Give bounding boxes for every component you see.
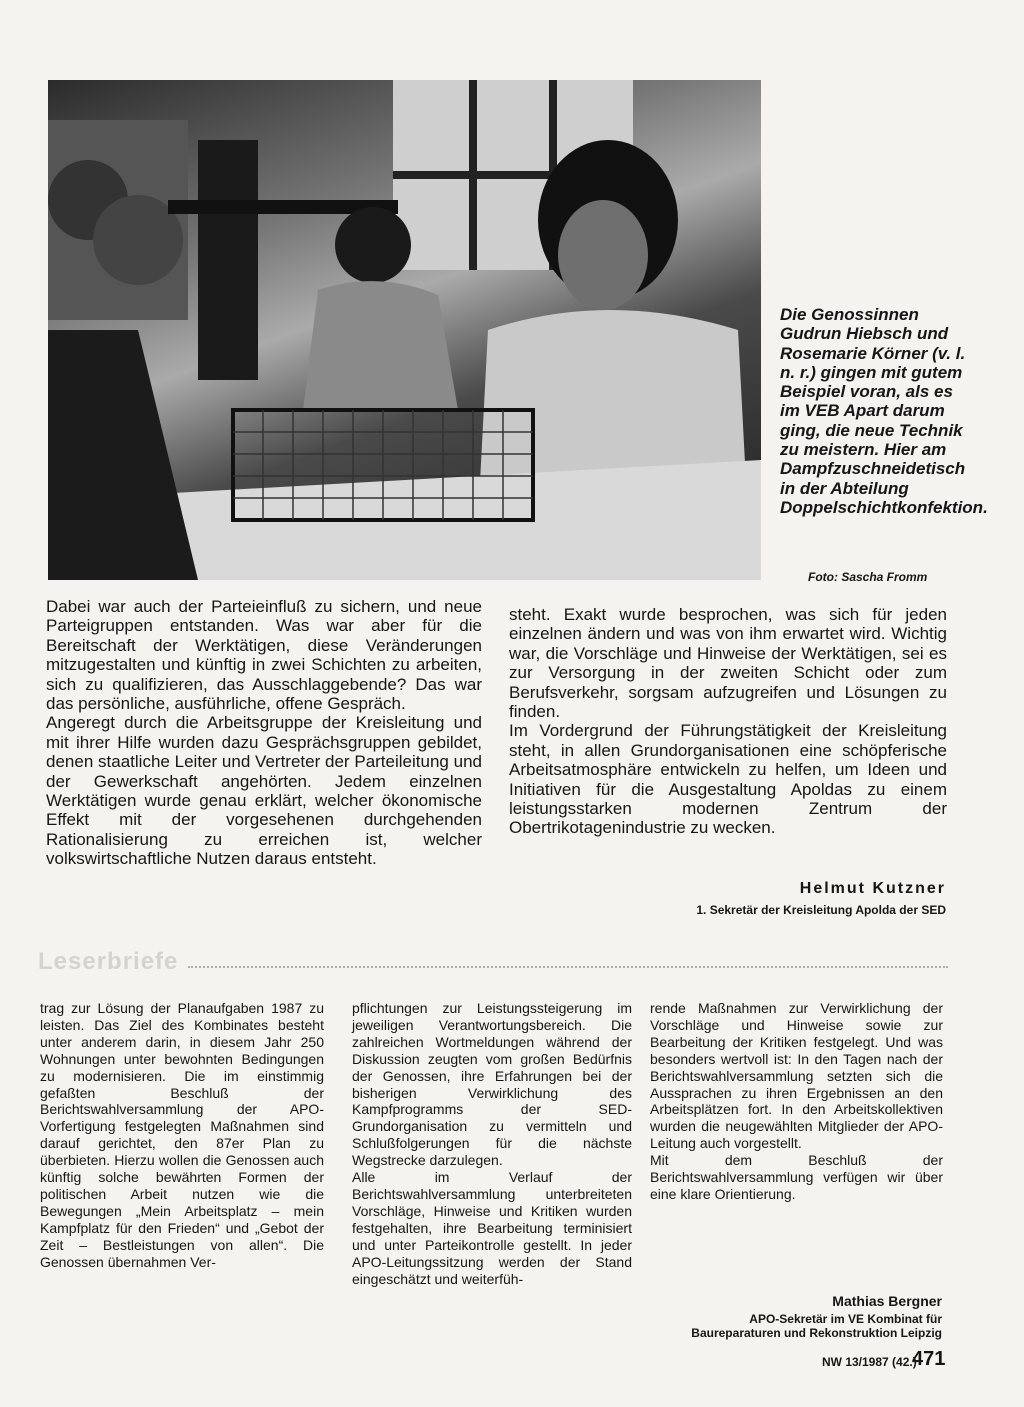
article-author-role: 1. Sekretär der Kreisleitung Apolda der SED [696, 903, 946, 917]
page-number: 471 [912, 1348, 946, 1370]
article-paragraph: Dabei war auch der Parteieinfluß zu sichern, und neue Parteigruppen entstanden. Was war aber für die Bereitschaft der Werktätigen, diese Veränderungen mitzugestalten und künftig in zwei Schichten zu arbeiten, sich zu qualifizieren, das Ausschlaggebende? Das war das persönliche, ausführliche, offene Gespräch. [46, 597, 482, 714]
section-divider [38, 948, 948, 978]
letter-author-role-line: APO-Sekretär im VE Kombinat für [749, 1312, 942, 1326]
letter-paragraph: trag zur Lösung der Planaufgaben 1987 zu leisten. Das Ziel des Kombinates besteht unter anderem darin, in diesem Jahr 250 Wohnungen unter bewohnten Bedingungen zu modernisieren. Die im einstimmig gefaßten Beschluß der Berichtswahlversammlung der APO-Vorfertigung festgelegten Maßnahmen sind darauf gerichtet, den 87er Plan zu überbieten. Hierzu wollen die Genossen auch künftig solche bewährten Formen der politischen Arbeit nutzen wie die Bewegungen „Mein Arbeitsplatz – mein Kampfplatz für den Frieden“ und „Gebot der Zeit – Bestleistungen von allen“. Die Genossen übernahmen Ver- [40, 1000, 324, 1270]
letter-paragraph: Alle im Verlauf der Berichtswahlversammlung unterbreiteten Vorschläge, Hinweise und Kritiken wurden festgehalten, ihre Bearbeitung terminisiert und unter Parteikontrolle gestellt. In jeder APO-Leitungssitzung werden der Stand eingeschätzt und weiterfüh- [352, 1169, 632, 1287]
photo-credit: Foto: Sascha Fromm [808, 570, 928, 584]
letter-paragraph: rende Maßnahmen zur Verwirklichung der Vorschläge und Hinweise sowie zur Bearbeitung der Kritiken festgelegt. Und was besonders wertvoll ist: In den Tagen nach der Berichtswahlversammlung setzten sich die Aussprachen zu ihren Ergebnissen an den Arbeitsplätzen fort. In den Arbeitskollektiven wurden die neugewählten Mitglieder der APO-Leitung auch vorgestellt. [650, 1000, 943, 1152]
woman-back-body [303, 281, 458, 410]
letter-column-3 [650, 1000, 943, 1203]
article-photo [48, 80, 761, 580]
letter-author-role [650, 1312, 942, 1340]
photo-illustration [48, 80, 761, 580]
issue-label: NW 13/1987 (42.) [822, 1355, 917, 1369]
photo-caption: Die Genossinnen Gudrun Hiebsch und Rosemarie Körner (v. l. n. r.) gingen mit gutem Beispiel voran, als es im VEB Apart darum ging, die neue Technik zu meistern. Hier am Dampfzuschneidetisch in der Abteilung Doppelschichtkonfektion. [780, 305, 988, 517]
article-paragraph: Angeregt durch die Arbeitsgruppe der Kreisleitung und mit ihrer Hilfe wurden dazu Gesprächsgruppen gebildet, denen staatliche Leiter und Vertreter der Parteileitung und der Gewerkschaft angehörten. Jedem einzelnen Werktätigen wurde genau erklärt, welcher ökonomische Effekt mit der vorgesehenen durchgehenden Rationalisierung zu erreichen ist, welcher volkswirtschaftliche Nutzen daraus entsteht. [46, 713, 482, 869]
letter-column-1 [40, 1000, 324, 1271]
article-column-right [509, 605, 947, 838]
letter-paragraph: Mit dem Beschluß der Berichtswahlversammlung verfügen wir über eine klare Orientierung. [650, 1152, 943, 1202]
article-paragraph: steht. Exakt wurde besprochen, was sich für jeden einzelnen ändern und was von ihm erwartet wird. Wichtig war, die Vorschläge und Hinweise der Werktätigen, sei es zur Versorgung in der zweiten Schicht oder zum Berufsverkehr, sorgsam aufzugreifen und Lösungen zu finden. [509, 605, 947, 722]
woman-back-head [335, 207, 411, 283]
woman-front-face [558, 200, 648, 310]
article-paragraph: Im Vordergrund der Führungstätigkeit der Kreisleitung steht, in allen Grundorganisationen eine schöpferische Arbeitsatmosphäre entwickeln zu helfen, um Ideen und Initiativen für die Ausgestaltung Apoldas zu einem leistungsstarken modernen Zentrum der Obertrikotagenindustrie zu wecken. [509, 721, 947, 838]
letter-author-role-line: Baureparaturen und Rekonstruktion Leipzig [691, 1326, 942, 1340]
foreground-machine [48, 330, 198, 580]
article-author: Helmut Kutzner [799, 880, 946, 897]
letter-paragraph: pflichtungen zur Leistungssteigerung im jeweiligen Verantwortungsbereich. Die zahlreichen Wortmeldungen während der Diskussion zeugten vom großen Bedürfnis der Genossen, ihre Erfahrungen bei der bisherigen Verwirklichung des Kampfprogramms der SED-Grundorganisation zu vermitteln und Schlußfolgerungen für die nächste Wegstrecke darzulegen. [352, 1000, 632, 1169]
article-column-left [46, 597, 482, 869]
section-dotted-line [188, 966, 948, 968]
section-label: Leserbriefe [38, 948, 179, 975]
letter-author: Mathias Bergner [832, 1293, 942, 1309]
machine-frame [198, 140, 258, 380]
letter-column-2 [352, 1000, 632, 1287]
